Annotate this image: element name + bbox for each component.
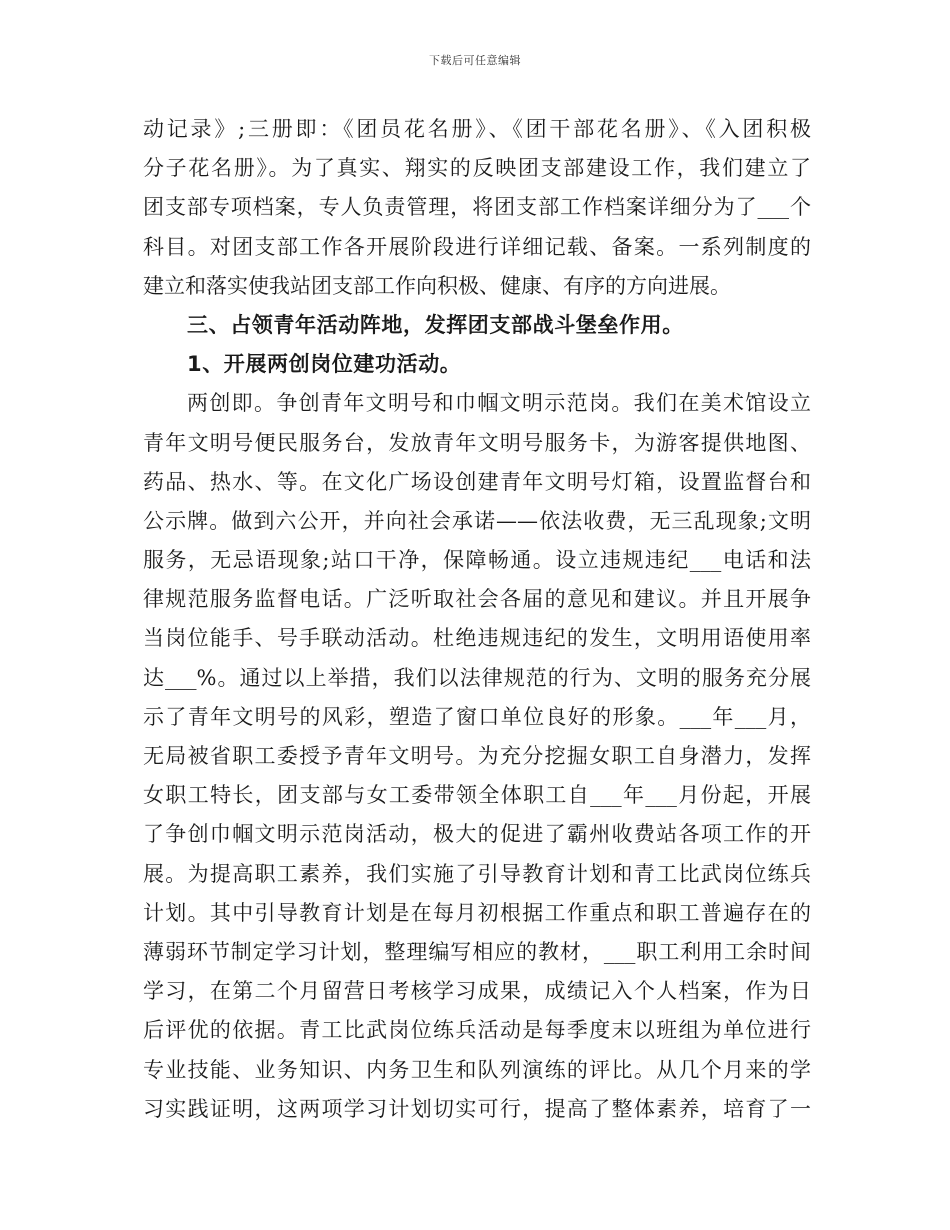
text-line: 青年文明号便民服务台，发放青年文明号服务卡，为游客提供地图、 xyxy=(143,430,811,455)
text-line: 两创即。争创青年文明号和巾帼文明示范岗。我们在美术馆设立 xyxy=(187,391,811,416)
text-line: 计划。其中引导教育计划是在每月初根据工作重点和职工普遍存在的 xyxy=(143,900,811,925)
text-line: 女职工特长，团支部与女工委带领全体职工自___年___月份起，开展 xyxy=(143,783,811,808)
text-line: 建立和落实使我站团支部工作向积极、健康、有序的方向进展。 xyxy=(143,273,731,298)
section-heading: 三、占领青年活动阵地，发挥团支部战斗堡垒作用。 xyxy=(187,312,684,337)
text-line: 展。为提高职工素养，我们实施了引导教育计划和青工比武岗位练兵 xyxy=(143,861,811,886)
text-line: 习实践证明，这两项学习计划切实可行，提高了整体素养，培育了一 xyxy=(143,1096,811,1121)
text-line: 薄弱环节制定学习计划，整理编写相应的教材，___职工利用工余时间 xyxy=(143,939,811,964)
text-line: 示了青年文明号的风彩，塑造了窗口单位良好的形象。___年___月， xyxy=(143,704,811,729)
text-line: 学习，在第二个月留营日考核学习成果，成绩记入个人档案，作为日 xyxy=(143,979,811,1004)
text-line: 动记录》;三册即：《团员花名册》、《团干部花名册》、《入团积极 xyxy=(143,117,811,141)
document-body xyxy=(143,110,811,1129)
page-header: 下载后可任意编辑 xyxy=(429,54,521,67)
text-line: 了争创巾帼文明示范岗活动，极大的促进了霸州收费站各项工作的开 xyxy=(143,822,811,847)
text-line: 当岗位能手、号手联动活动。杜绝违规违纪的发生，文明用语使用率 xyxy=(143,626,811,651)
text-line: 药品、热水、等。在文化广场设创建青年文明号灯箱，设置监督台和 xyxy=(143,469,811,494)
text-line: 专业技能、业务知识、内务卫生和队列演练的评比。从几个月来的学 xyxy=(143,1057,811,1082)
text-line: 服务，无忌语现象;站口干净，保障畅通。设立违规违纪___电话和法 xyxy=(143,548,811,573)
text-line: 后评优的依据。青工比武岗位练兵活动是每季度末以班组为单位进行 xyxy=(143,1018,811,1043)
text-line: 无局被省职工委授予青年文明号。为充分挖掘女职工自身潜力，发挥 xyxy=(143,744,811,768)
text-line: 科目。对团支部工作各开展阶段进行详细记载、备案。一系列制度的 xyxy=(143,234,811,259)
text-line: 律规范服务监督电话。广泛听取社会各届的意见和建议。并且开展争 xyxy=(143,587,811,612)
text-line: 达___%。通过以上举措，我们以法律规范的行为、文明的服务充分展 xyxy=(143,665,811,690)
text-line: 团支部专项档案，专人负责管理，将团支部工作档案详细分为了___个 xyxy=(143,195,811,220)
text-line: 公示牌。做到六公开，并向社会承诺——依法收费，无三乱现象;文明 xyxy=(143,508,811,533)
subsection-heading: 1、开展两创岗位建功活动。 xyxy=(187,352,462,377)
text-line: 分子花名册》。为了真实、翔实的反映团支部建设工作，我们建立了 xyxy=(143,156,811,181)
